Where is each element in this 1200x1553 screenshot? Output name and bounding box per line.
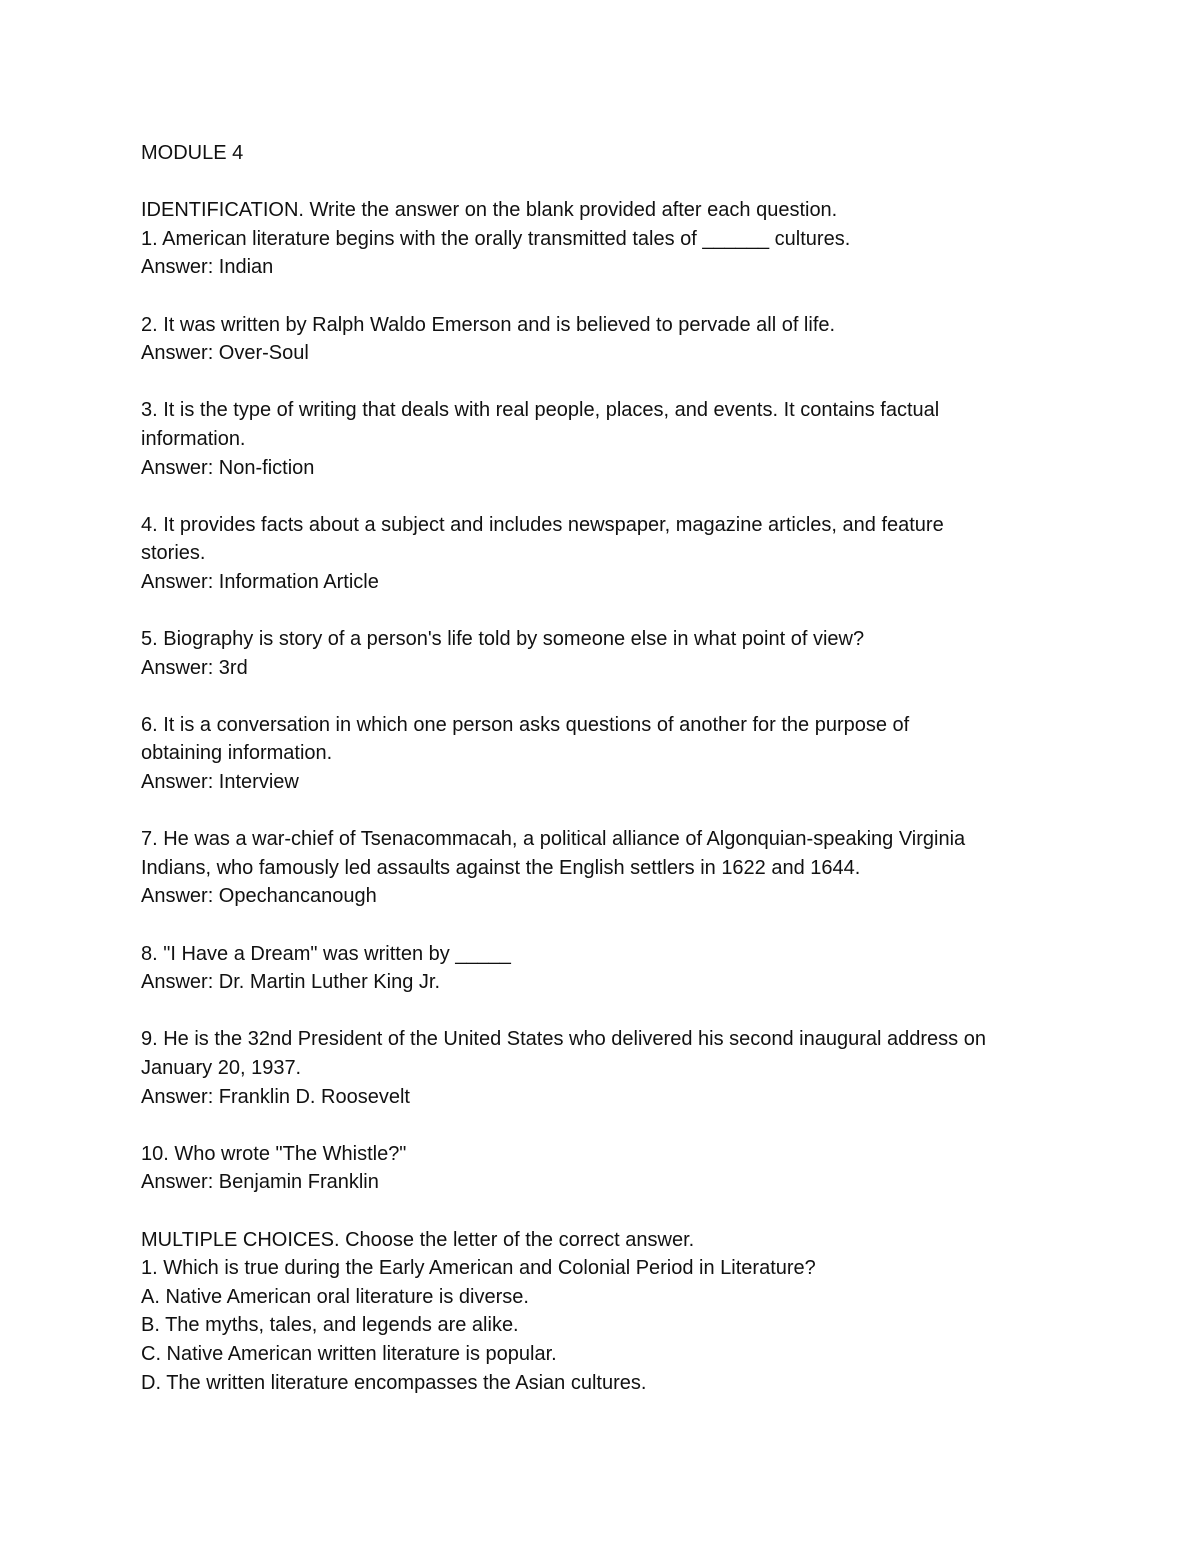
answer-line: Answer: Indian (141, 256, 274, 279)
spacer (141, 1111, 1061, 1140)
question-line: January 20, 1937. (141, 1057, 302, 1079)
spacer (141, 997, 1061, 1026)
answer-line: Answer: Over-Soul (141, 342, 309, 365)
multiple-choices-section (141, 1226, 1061, 1398)
identification-item-4 (141, 511, 1061, 597)
identification-item-2 (141, 311, 1061, 368)
question-line: 1. American literature begins with the orally transmitted tales of ______ cultures. (141, 227, 851, 250)
identification-item-5 (141, 625, 1061, 682)
question-line: 6. It is a conversation in which one person asks questions of another for the purpose of (141, 713, 910, 736)
option-a: A. Native American oral literature is diverse. (141, 1285, 529, 1308)
question-line: information. (141, 427, 246, 450)
question-line: 1. Which is true during the Early American and Colonial Period in Literature? (141, 1257, 816, 1280)
multiple-choices-instruction: MULTIPLE CHOICES. Choose the letter of the correct answer. (141, 1228, 695, 1251)
spacer (141, 282, 1061, 311)
question-line: 8. "I Have a Dream" was written by _____ (141, 942, 511, 965)
question-line: 4. It provides facts about a subject and includes newspaper, magazine articles, and feature (141, 513, 944, 536)
identification-item-9 (141, 1025, 1061, 1111)
question-line: 10. Who wrote "The Whistle?" (141, 1142, 407, 1165)
answer-line: Answer: Non-fiction (141, 456, 315, 479)
answer-line: Answer: Dr. Martin Luther King Jr. (141, 971, 441, 994)
spacer (141, 911, 1061, 940)
identification-instruction: IDENTIFICATION. Write the answer on the blank provided after each question. (141, 199, 838, 222)
document-body (141, 139, 1061, 1397)
answer-line: Answer: Interview (141, 771, 299, 794)
question-line: stories. (141, 542, 206, 565)
answer-line: Answer: Benjamin Franklin (141, 1171, 379, 1194)
question-line: Indians, who famously led assaults against the English settlers in 1622 and 1644. (141, 856, 861, 879)
spacer (141, 597, 1061, 626)
question-line: 5. Biography is story of a person's life told by someone else in what point of view? (141, 628, 865, 651)
identification-item-10 (141, 1140, 1061, 1197)
spacer (141, 682, 1061, 711)
identification-item-3 (141, 396, 1061, 482)
identification-item-8 (141, 940, 1061, 997)
question-line: obtaining information. (141, 742, 333, 765)
answer-line: Answer: Information Article (141, 570, 379, 593)
identification-section (141, 196, 1061, 1225)
identification-item-1 (141, 225, 1061, 282)
multiple-choice-item-1 (141, 1254, 1061, 1397)
identification-item-6 (141, 711, 1061, 797)
answer-line: Answer: Franklin D. Roosevelt (141, 1085, 410, 1108)
question-line: 3. It is the type of writing that deals with real people, places, and events. It contains factual (141, 399, 940, 422)
answer-line: Answer: Opechancanough (141, 885, 377, 908)
identification-item-7 (141, 825, 1061, 911)
question-line: 2. It was written by Ralph Waldo Emerson and is believed to pervade all of life. (141, 313, 836, 336)
module-title: MODULE 4 (141, 142, 244, 164)
spacer (141, 168, 1061, 197)
question-line: 9. He is the 32nd President of the United States who delivered his second inaugural address on (141, 1028, 986, 1051)
question-line: 7. He was a war-chief of Tsenacommacah, a political alliance of Algonquian-speaking Virginia (141, 828, 966, 851)
spacer (141, 368, 1061, 397)
spacer (141, 797, 1061, 826)
answer-line: Answer: 3rd (141, 656, 248, 679)
spacer (141, 1197, 1061, 1226)
option-d: D. The written literature encompasses the Asian cultures. (141, 1371, 647, 1394)
option-c: C. Native American written literature is popular. (141, 1342, 557, 1365)
option-b: B. The myths, tales, and legends are alike. (141, 1314, 519, 1337)
spacer (141, 482, 1061, 511)
